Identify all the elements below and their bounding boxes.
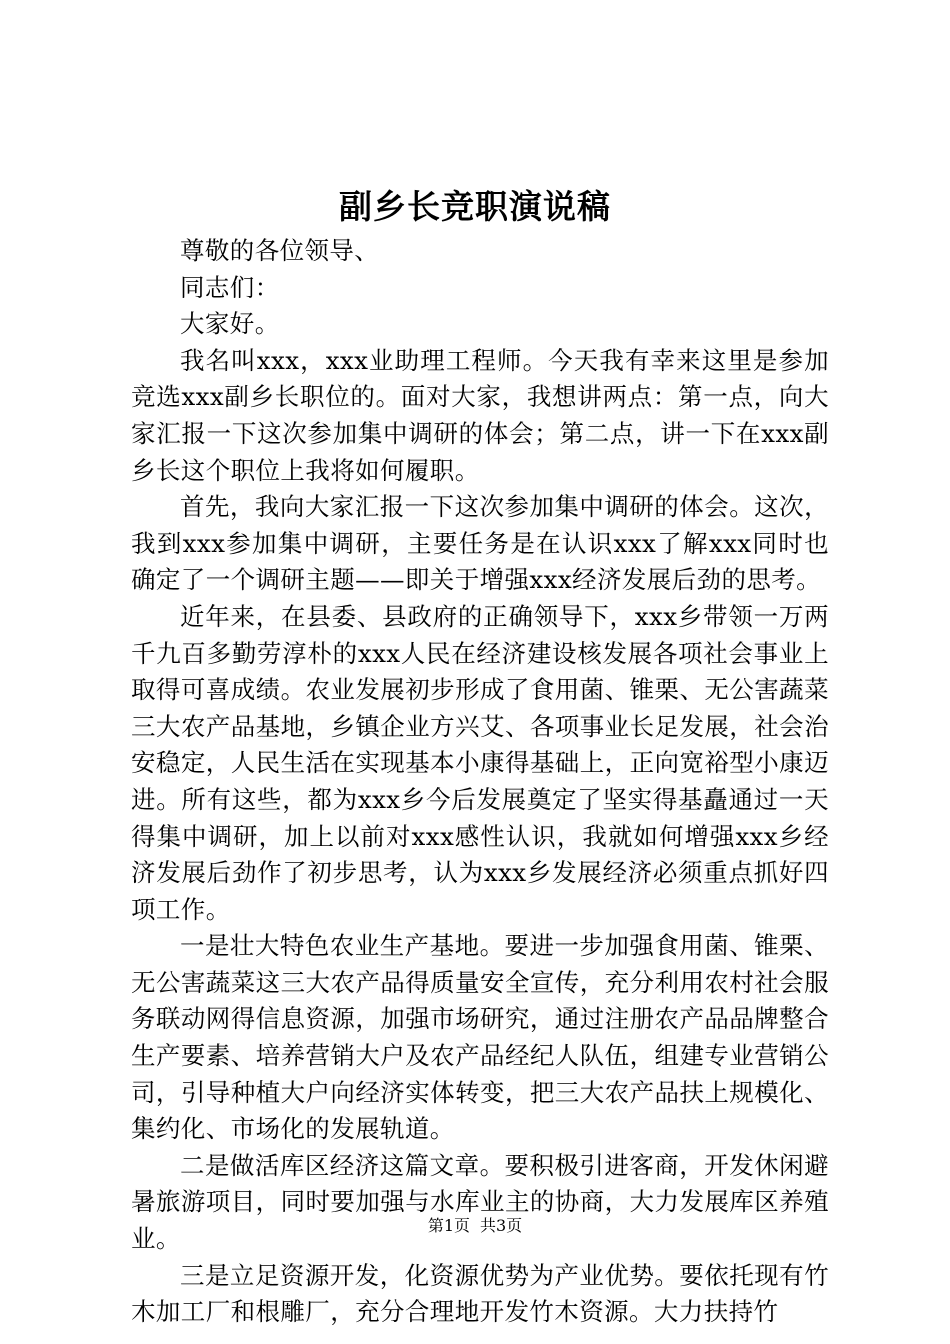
document-title: 副乡长竞职演说稿: [339, 187, 611, 226]
paragraph: 大家好。: [180, 309, 280, 339]
paragraph: 我名叫xxx，xxx业助理工程师。今天我有幸来这里是参加竞选xxx副乡长职位的。面对大家，我想讲两点：第一点，向大家汇报一下这次参加集中调研的体会；第二点，讲一下在xxx副乡长这个职位上我将如何履职。: [131, 345, 829, 485]
paragraph: 尊敬的各位领导、: [180, 236, 380, 265]
document-body: [131, 233, 829, 1331]
paragraph: 同志们：: [180, 272, 280, 302]
page-footer: [0, 1214, 950, 1238]
paragraph: 二是做活库区经济这篇文章。要积极引进客商，开发休闲避暑旅游项目，同时要加强与水库业主的协商，大力发展库区养殖业。: [131, 1150, 829, 1254]
paragraph: 首先，我向大家汇报一下这次参加集中调研的体会。这次，我到xxx参加集中调研，主要任务是在认识xxx了解xxx同时也确定了一个调研主题——即关于增强xxx经济发展后劲的思考。: [131, 492, 829, 595]
paragraph: 近年来，在县委、县政府的正确领导下，xxx乡带领一万两千九百多勤劳淳朴的xxx人民在经济建设核发展各项社会事业上取得可喜成绩。农业发展初步形成了食用菌、锥栗、无公害蔬菜三大农产品基地，乡镇企业方兴艾、各项事业长足发展，社会治安稳定，人民生活在实现基本小康得基础上，正向宽裕型小康迈进。所有这些，都为xxx乡今后发展奠定了坚实得基矗通过一天得集中调研，加上以前对xxx感性认识，我就如何增强xxx乡经济发展后劲作了初步思考，认为xxx乡发展经济必须重点抓好四项工作。: [131, 601, 829, 924]
page-number: 第1页: [427, 1216, 470, 1235]
paragraph: 三是立足资源开发，化资源优势为产业优势。要依托现有竹木加工厂和根雕厂，充分合理地开发竹木资源。大力扶持竹: [131, 1260, 829, 1327]
page-total: 共3页: [480, 1216, 523, 1235]
paragraph: 一是壮大特色农业生产基地。要进一步加强食用菌、锥栗、无公害蔬菜这三大农产品得质量安全宣传，充分利用农村社会服务联动网得信息资源，加强市场研究，通过注册农产品品牌整合生产要素、培养营销大户及农产品经纪人队伍，组建专业营销公司，引导种植大户向经济实体转变，把三大农产品扶上规模化、集约化、市场化的发展轨道。: [131, 931, 829, 1144]
